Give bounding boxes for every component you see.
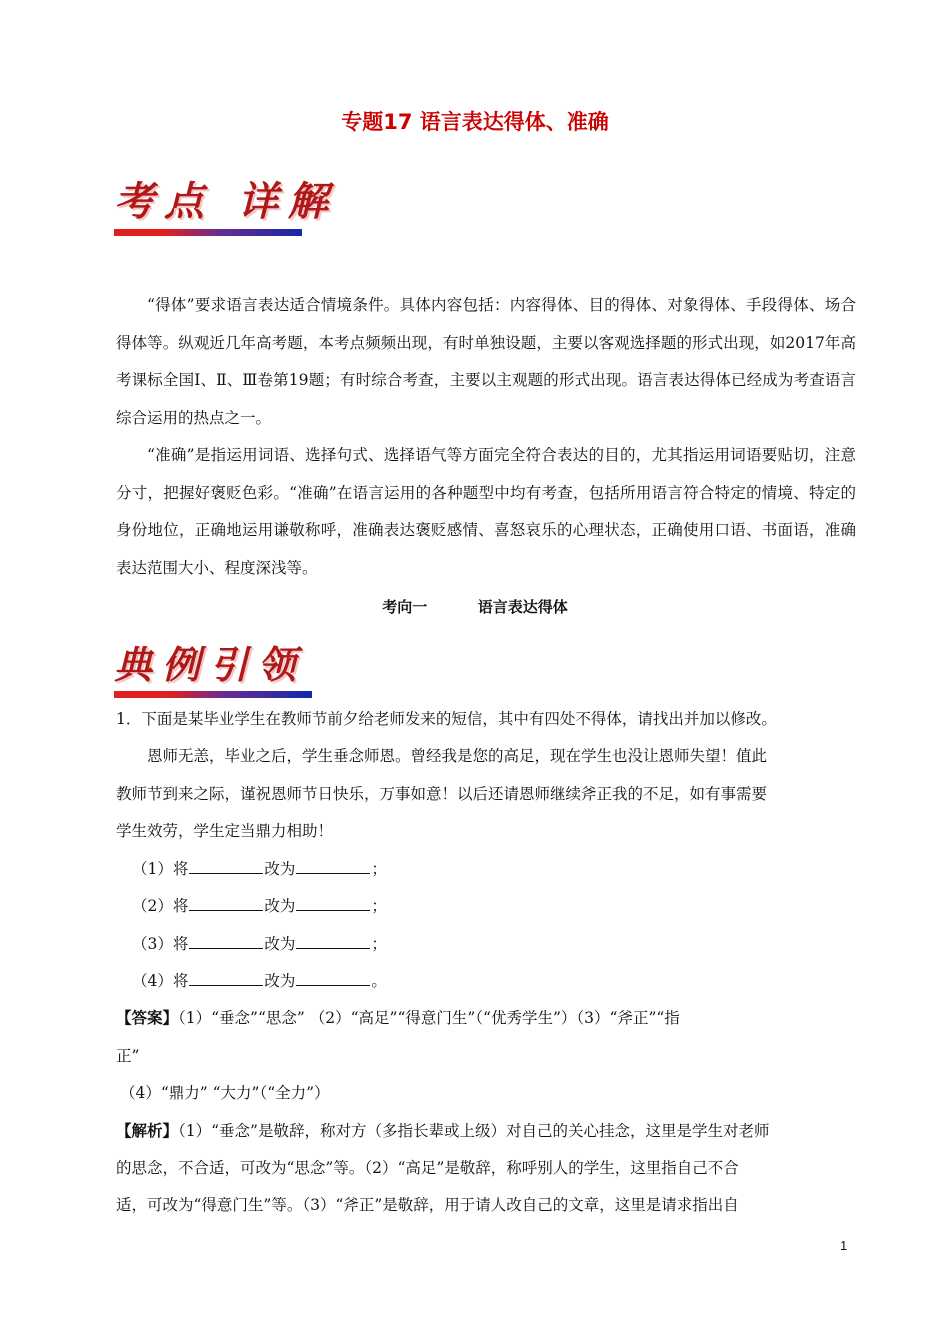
page-title: 专题17 语言表达得体、准确 (341, 110, 609, 134)
blank-item-1 (132, 857, 387, 879)
blank-connector: 改为 (264, 972, 296, 990)
blank-connector: 改为 (264, 935, 296, 953)
blank-punct: ； (371, 860, 387, 878)
question-stem: 1．下面是某毕业学生在教师节前夕给老师发来的短信，其中有四处不得体，请找出并加以修改。 (116, 710, 777, 728)
banner-logo-text: 典例引领 (114, 642, 307, 687)
blank-number: （2）将 (132, 897, 189, 915)
section-banner-dianli (114, 634, 312, 698)
blank-punct: ； (371, 935, 387, 953)
answer-blank[interactable] (296, 857, 370, 874)
section-name: 语言表达得体 (477, 598, 568, 616)
analysis-line-2: 的思念，不合适，可改为“思念”等。（2）“高足”是敬辞，称呼别人的学生，这里指自己不合 (116, 1159, 739, 1177)
answer-line-2: 正” (116, 1047, 140, 1065)
blank-connector: 改为 (264, 897, 296, 915)
message-line-3: 学生效劳，学生定当鼎力相助！ (116, 822, 334, 840)
section-heading (0, 596, 950, 617)
answer-tag: 【答案】 (116, 1008, 179, 1027)
blank-punct: ； (371, 897, 387, 915)
answer-line-1 (116, 1006, 680, 1028)
answer-line-3: （4）“鼎力” “大力”（“全力”） (120, 1084, 330, 1102)
answer-blank[interactable] (189, 932, 263, 949)
banner-underline (114, 691, 312, 698)
answer-blank[interactable] (296, 932, 370, 949)
blank-number: （3）将 (132, 935, 189, 953)
message-line-1: 恩师无恙，毕业之后，学生垂念师恩。曾经我是您的高足，现在学生也没让恩师失望！值此 (147, 747, 768, 765)
answer-blank[interactable] (296, 894, 370, 911)
analysis-line-3: 适，可改为“得意门生”等。（3）“斧正”是敬辞，用于请人改自己的文章，这里是请求指出自 (116, 1196, 739, 1214)
section-label: 考向一 (382, 598, 428, 616)
section-banner-kaodian (114, 170, 338, 236)
answer-blank[interactable] (189, 894, 263, 911)
answer-blank[interactable] (296, 969, 370, 986)
blank-number: （4）将 (132, 972, 189, 990)
blank-item-4 (132, 969, 387, 991)
intro-paragraph-1: “得体”要求语言表达适合情境条件。具体内容包括：内容得体、目的得体、对象得体、手段得体、场合得体等。纵观近几年高考题，本考点频频出现，有时单独设题，主要以客观选择题的形式出现，如2017年高考课标全国Ⅰ、Ⅱ、Ⅲ卷第19题；有时综合考查，主要以主观题的形式出现。语言表达得体已经成为考查语言综合运用的热点之一。 (116, 296, 856, 427)
blank-item-2 (132, 894, 387, 916)
blank-item-3 (132, 932, 387, 954)
intro-paragraph-2: “准确”是指运用词语、选择句式、选择语气等方面完全符合表达的目的，尤其指运用词语要贴切，注意分寸，把握好褒贬色彩。“准确”在语言运用的各种题型中均有考查，包括所用语言符合特定的情境、特定的身份地位，正确地运用谦敬称呼，准确表达褒贬感情、喜怒哀乐的心理状态，正确使用口语、书面语，准确表达范围大小、程度深浅等。 (116, 446, 856, 577)
analysis-line-1 (116, 1119, 769, 1141)
banner-logo-text: 考点 详解 (114, 178, 338, 225)
banner-underline (114, 229, 302, 236)
blank-number: （1）将 (132, 860, 189, 878)
message-line-2: 教师节到来之际，谨祝恩师节日快乐，万事如意！以后还请恩师继续斧正我的不足，如有事需要 (116, 785, 768, 803)
answer-blank[interactable] (189, 969, 263, 986)
answer-text: （1）“垂念”“思念” （2）“高足”“得意门生”（“优秀学生”）（3）“斧正”“指 (178, 1009, 680, 1027)
answer-blank[interactable] (189, 857, 263, 874)
analysis-tag: 【解析】 (116, 1121, 179, 1140)
page-number: 1 (840, 1238, 848, 1253)
blank-connector: 改为 (264, 860, 296, 878)
analysis-text: （1）“垂念”是敬辞，称对方（多指长辈或上级）对自己的关心挂念，这里是学生对老师 (178, 1122, 770, 1140)
blank-punct: 。 (371, 972, 387, 990)
